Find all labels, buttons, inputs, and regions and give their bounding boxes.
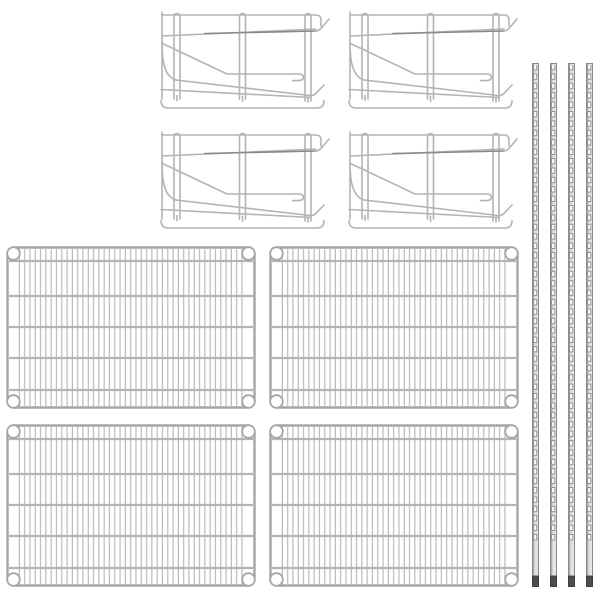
slanted-bracket-illustration-3 (159, 125, 334, 233)
shelving-post-illustration-3 (568, 63, 575, 587)
wire-shelf-illustration-4 (269, 424, 519, 587)
wire-shelf-illustration-2 (269, 246, 519, 409)
shelving-post-illustration-4 (586, 63, 593, 587)
slanted-bracket-illustration-2 (347, 5, 522, 113)
wire-shelf-illustration-1 (6, 246, 256, 409)
slanted-bracket-illustration-1 (159, 5, 334, 113)
wire-shelf-illustration-3 (6, 424, 256, 587)
slanted-bracket-illustration-4 (347, 125, 522, 233)
shelving-post-illustration-2 (550, 63, 557, 587)
shelving-post-illustration-1 (532, 63, 539, 587)
